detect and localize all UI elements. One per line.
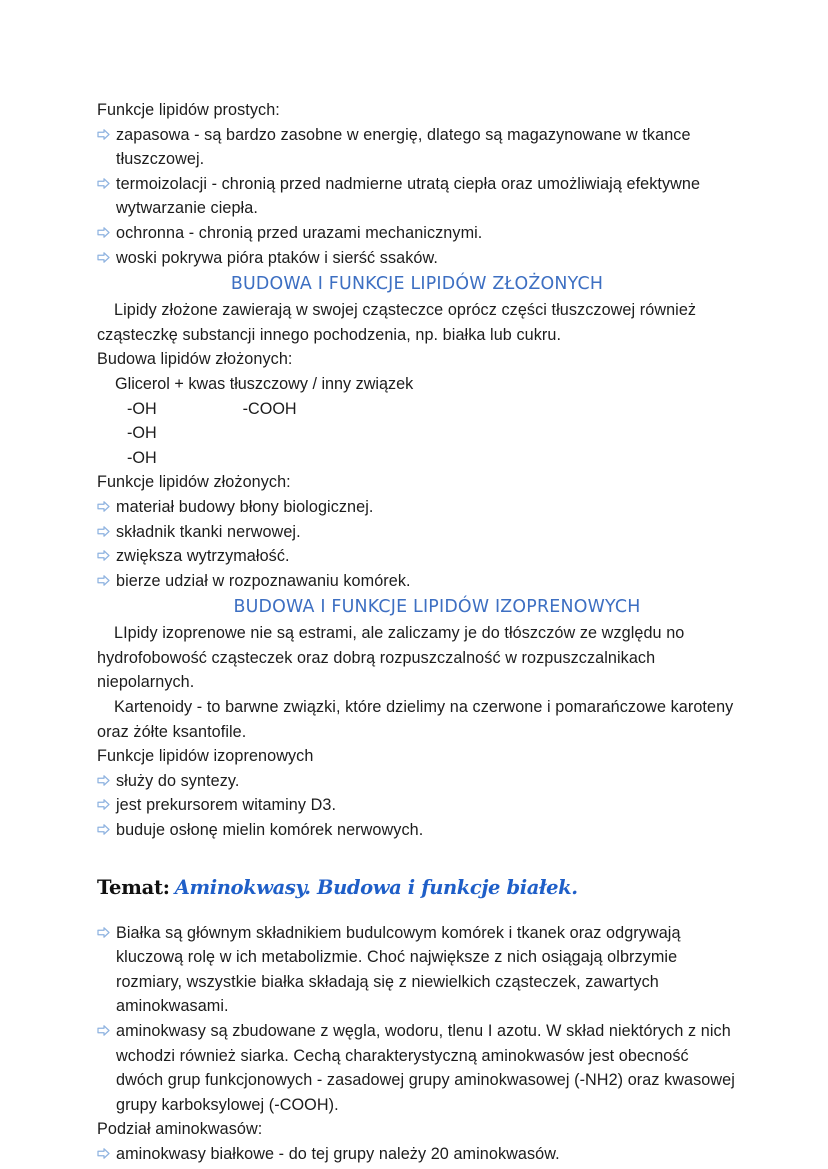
structure-left-group: -OH bbox=[127, 424, 157, 443]
isoprene-paragraph-2: Kartenoidy - to barwne związki, które dzielimy na czerwone i pomarańczowe karoteny oraz żółte ksantofile. bbox=[97, 698, 734, 741]
structure-left-group: -OH bbox=[127, 448, 157, 467]
list-item-text: ochronna - chronią przed urazami mechanicznymi. bbox=[116, 223, 483, 242]
right-arrow-icon bbox=[97, 128, 110, 141]
list-item bbox=[97, 569, 737, 594]
spacer bbox=[97, 899, 737, 921]
list-item bbox=[97, 921, 737, 1019]
list-item bbox=[97, 221, 737, 246]
structure-formula: Glicerol + kwas tłuszczowy / inny związek bbox=[115, 374, 414, 393]
list-item-text: zwiększa wytrzymałość. bbox=[116, 547, 290, 566]
section-heading-complex-lipids: BUDOWA I FUNKCJE LIPIDÓW ZŁOŻONYCH bbox=[230, 274, 604, 295]
right-arrow-icon bbox=[97, 774, 110, 787]
list-item-text: bierze udział w rozpoznawaniu komórek. bbox=[116, 571, 411, 590]
list-item bbox=[97, 123, 737, 172]
structure-row bbox=[97, 446, 737, 471]
topic-line bbox=[97, 876, 737, 899]
list-item-text: aminokwasy białkowe - do tej grupy należy 20 aminokwasów. bbox=[116, 1144, 560, 1163]
section-heading-isoprene-lipids: BUDOWA I FUNKCJE LIPIDÓW IZOPRENOWYCH bbox=[233, 597, 641, 618]
complex-lipids-paragraph: Lipidy złożone zawierają w swojej cząsteczce oprócz części tłuszczowej również cząsteczkę substancji innego pochodzenia, np. białka lub cukru. bbox=[97, 301, 697, 344]
list-item-text: służy do syntezy. bbox=[116, 771, 240, 790]
right-arrow-icon bbox=[97, 1147, 110, 1160]
right-arrow-icon bbox=[97, 251, 110, 264]
list-item bbox=[97, 769, 737, 794]
list-item bbox=[97, 172, 737, 221]
right-arrow-icon bbox=[97, 177, 110, 190]
right-arrow-icon bbox=[97, 574, 110, 587]
list-item-text: składnik tkanki nerwowej. bbox=[116, 522, 301, 541]
list-item bbox=[97, 1142, 737, 1167]
right-arrow-icon bbox=[97, 798, 110, 811]
list-item bbox=[97, 818, 737, 843]
list-item bbox=[97, 495, 737, 520]
list-item-text: zapasowa - są bardzo zasobne w energię, dlatego są magazynowane w tkance tłuszczowej. bbox=[116, 125, 691, 169]
list-item-text: Białka są głównym składnikiem budulcowym komórek i tkanek oraz odgrywają kluczową rolę w ich metabolizmie. Choć największe z nich osiągają olbrzymie rozmiary, wszystkie białka składają się z niewielkich cząsteczek, zawartych aminokwasami. bbox=[116, 923, 681, 1016]
topic-label: Temat: bbox=[97, 875, 170, 899]
isoprene-paragraph-1: LIpidy izoprenowe nie są estrami, ale zaliczamy je do tłószczów ze względu no hydrofobowość cząsteczek oraz dobrą rozpuszczalność w rozpuszczalnikach niepolarnych. bbox=[97, 624, 685, 692]
list-item bbox=[97, 1019, 737, 1117]
topic-title: Aminokwasy. Budowa i funkcje białek. bbox=[174, 875, 578, 899]
list-item-text: jest prekursorem witaminy D3. bbox=[116, 796, 337, 815]
list-item-text: materiał budowy błony biologicznej. bbox=[116, 497, 374, 516]
right-arrow-icon bbox=[97, 1024, 110, 1037]
structure-left-group: -OH bbox=[127, 399, 157, 418]
right-arrow-icon bbox=[97, 549, 110, 562]
right-arrow-icon bbox=[97, 226, 110, 239]
structure-row bbox=[97, 397, 737, 422]
division-label: Podział aminokwasów: bbox=[97, 1120, 263, 1139]
document-content bbox=[97, 98, 737, 1167]
complex-lipids-functions-label: Funkcje lipidów złożonych: bbox=[97, 473, 291, 492]
list-item bbox=[97, 793, 737, 818]
right-arrow-icon bbox=[97, 823, 110, 836]
simple-lipids-intro: Funkcje lipidów prostych: bbox=[97, 101, 280, 119]
structure-right-group: -COOH bbox=[242, 399, 297, 418]
list-item-text: aminokwasy są zbudowane z węgla, wodoru, tlenu I azotu. W skład niektórych z nich wchodzi również siarka. Cechą charakterystyczną aminokwasów jest obecność dwóch grup funkcjonowych - zasadowej grupy aminokwasowej (-NH2) oraz kwasowej grupy karboksylowej (-COOH). bbox=[116, 1022, 735, 1114]
list-item bbox=[97, 246, 737, 271]
isoprene-functions-label: Funkcje lipidów izoprenowych bbox=[97, 747, 314, 766]
list-item-text: woski pokrywa pióra ptaków i sierść ssaków. bbox=[116, 248, 438, 267]
right-arrow-icon bbox=[97, 525, 110, 538]
list-item bbox=[97, 544, 737, 569]
right-arrow-icon bbox=[97, 926, 110, 939]
list-item-text: termoizolacji - chronią przed nadmierne utratą ciepła oraz umożliwiają efektywne wytwarzanie ciepła. bbox=[116, 174, 701, 218]
list-item bbox=[97, 520, 737, 545]
right-arrow-icon bbox=[97, 500, 110, 513]
list-item-text: buduje osłonę mielin komórek nerwowych. bbox=[116, 821, 424, 840]
complex-lipids-structure-label: Budowa lipidów złożonych: bbox=[97, 350, 293, 369]
structure-row bbox=[97, 421, 737, 446]
